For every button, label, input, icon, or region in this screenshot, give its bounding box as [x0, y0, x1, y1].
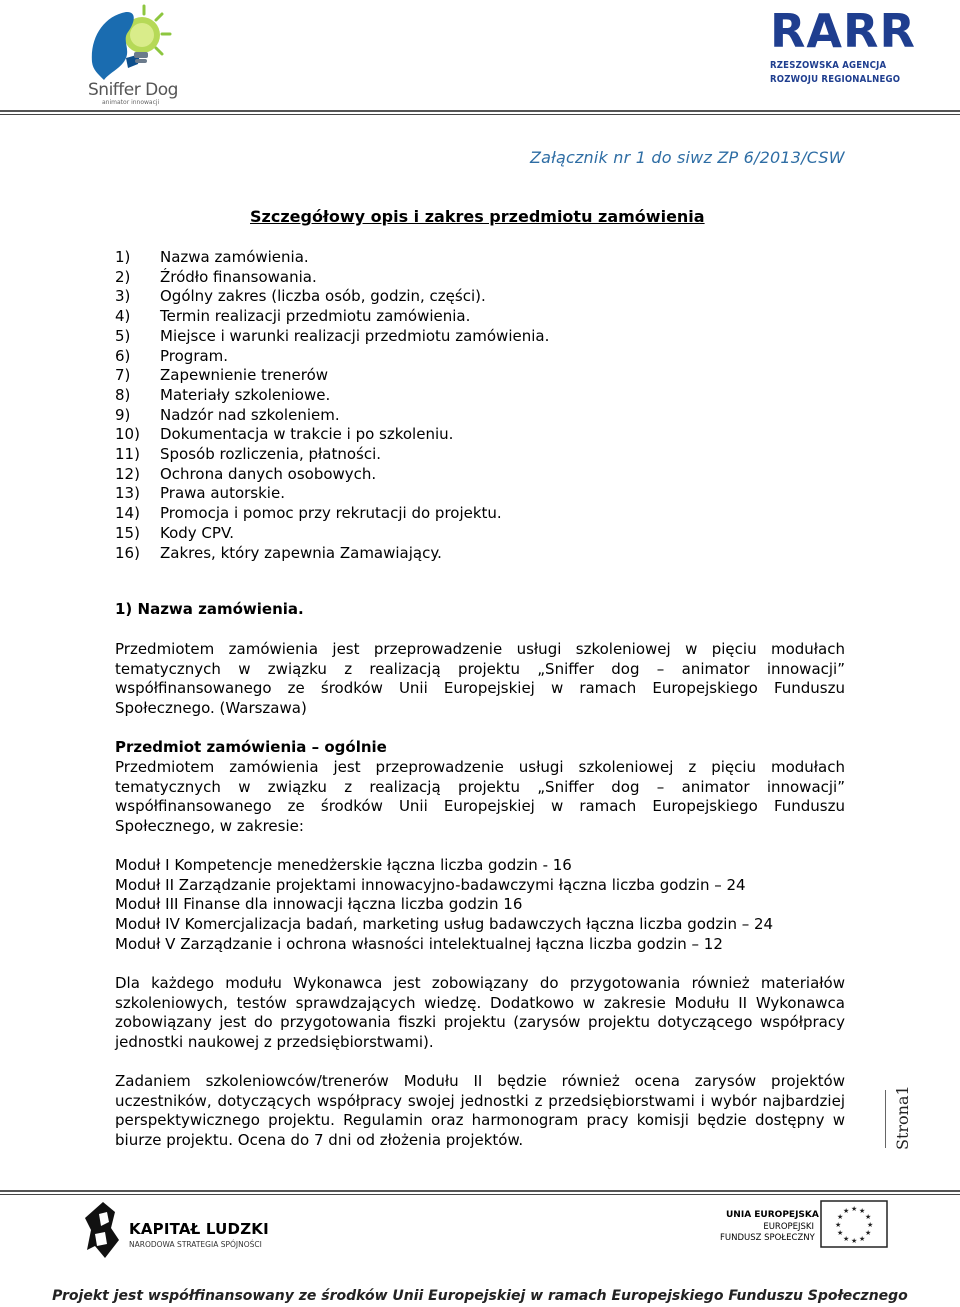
paragraph-4: Zadaniem szkoleniowców/trenerów Modułu II będzie również ocena zarysów projektów uczestników, dotyczących współpracy swojej jednostki z przedsiębiorstwami i wybór najbardziej perspektywicznego projektu. Regulamin oraz harmonogram pracy komisji będzie dostępny w biurze projektu. Ocena do 7 dni od złożenia projektów.	[115, 1072, 845, 1150]
page-number: Strona1	[893, 1085, 912, 1150]
svg-text:★: ★	[843, 1207, 850, 1215]
page-number-rule	[885, 1090, 886, 1148]
module-item: Moduł II Zarządzanie projektami innowacyjno-badawczymi łączna liczba godzin – 24	[115, 875, 746, 894]
toc-item: 13) Prawa autorskie.	[115, 484, 285, 503]
toc-item: 4) Termin realizacji przedmiotu zamówienia.	[115, 307, 471, 326]
svg-text:★: ★	[859, 1235, 866, 1243]
kapital-ludzki-logo	[85, 1200, 269, 1262]
toc-item: 7) Zapewnienie trenerów	[115, 366, 329, 385]
eu-logo-line3: FUNDUSZ SPOŁECZNY	[720, 1233, 815, 1243]
eu-flag-icon	[820, 1200, 888, 1248]
kapital-ludzki-emblem-icon	[85, 1200, 121, 1260]
svg-text:★: ★	[865, 1229, 872, 1237]
toc-item: 5) Miejsce i warunki realizacji przedmiotu zamówienia.	[115, 326, 550, 345]
toc-item: 16) Zakres, który zapewnia Zamawiający.	[115, 543, 442, 562]
header-rule	[0, 110, 960, 112]
module-item: Moduł III Finanse dla innowacji łączna liczba godzin 16	[115, 895, 523, 914]
kapital-ludzki-tagline: NARODOWA STRATEGIA SPÓJNOŚCI	[129, 1240, 262, 1249]
rarr-logo-line2: ROZWOJU REGIONALNEGO	[770, 74, 901, 85]
toc-item: 10) Dokumentacja w trakcie i po szkoleniu.	[115, 425, 454, 444]
sniffer-dog-logo-text: Sniffer Dog	[88, 80, 178, 100]
table-of-contents	[115, 248, 549, 563]
toc-item: 3) Ogólny zakres (liczba osób, godzin, części).	[115, 287, 486, 306]
module-item: Moduł V Zarządzanie i ochrona własności intelektualnej łączna liczba godzin – 12	[115, 934, 723, 953]
sniffer-dog-logo-tagline: animator innowacji	[102, 99, 160, 106]
svg-text:★: ★	[865, 1213, 872, 1221]
footer-cofinancing-text: Projekt jest współfinansowany ze środków Unii Europejskiej w ramach Europejskiego Funduszu Społecznego	[52, 1288, 908, 1304]
rarr-logo-text: RARR	[770, 4, 916, 58]
toc-item: 2) Źródło finansowania.	[115, 267, 317, 286]
eu-logo-line1: UNIA EUROPEJSKA	[726, 1210, 819, 1220]
rarr-logo	[768, 4, 916, 88]
eu-social-fund-logo	[720, 1200, 890, 1250]
toc-item: 14) Promocja i pomoc przy rekrutacji do projektu.	[115, 504, 502, 523]
sniffer-dog-logo	[82, 2, 182, 107]
kapital-ludzki-title: KAPITAŁ LUDZKI	[129, 1220, 269, 1238]
svg-text:★: ★	[851, 1237, 858, 1245]
svg-text:★: ★	[851, 1205, 858, 1213]
subheading-general: Przedmiot zamówienia – ogólnie	[115, 738, 387, 756]
module-list	[115, 856, 845, 955]
toc-item: 9) Nadzór nad szkoleniem.	[115, 405, 340, 424]
rarr-logo-line1: RZESZOWSKA AGENCJA	[770, 60, 887, 71]
svg-text:★: ★	[837, 1229, 844, 1237]
paragraph-2: Przedmiotem zamówienia jest przeprowadzenie usługi szkoleniowej z pięciu modułach tematycznych w związku z realizacją projektu „Sniffer dog – animator innowacji” współfinansowanego ze środków Unii Europejskiej w ramach Europejskiego Funduszu Społecznego, w zakresie:	[115, 758, 845, 836]
section-heading: 1) Nazwa zamówienia.	[115, 600, 304, 618]
footer-rule-thin	[0, 1194, 960, 1195]
toc-item: 11) Sposób rozliczenia, płatności.	[115, 445, 382, 464]
paragraph-3: Dla każdego modułu Wykonawca jest zobowiązany do przygotowania również materiałów szkoleniowych, testów sprawdzających wiedzę. Dodatkowo w zakresie Modułu II Wykonawca zobowiązany jest do przygotowania fiszki projektu (zarysów projektu dotyczącego współpracy jednostki naukowej z przedsiębiorstwami).	[115, 974, 845, 1052]
footer-rule	[0, 1190, 960, 1192]
toc-item: 15) Kody CPV.	[115, 523, 235, 542]
document-title: Szczegółowy opis i zakres przedmiotu zamówienia	[250, 207, 705, 226]
module-item: Moduł IV Komercjalizacja badań, marketing usług badawczych łączna liczba godzin – 24	[115, 915, 774, 934]
svg-text:★: ★	[859, 1207, 866, 1215]
toc-item: 12) Ochrona danych osobowych.	[115, 464, 377, 483]
toc-item: 6) Program.	[115, 346, 229, 365]
module-item: Moduł I Kompetencje menedżerskie łączna liczba godzin - 16	[115, 856, 572, 874]
toc-item: 1) Nazwa zamówienia.	[115, 248, 309, 266]
annex-label: Załącznik nr 1 do siwz ZP 6/2013/CSW	[530, 148, 845, 167]
svg-text:★: ★	[837, 1213, 844, 1221]
paragraph-1: Przedmiotem zamówienia jest przeprowadzenie usługi szkoleniowej w pięciu modułach tematycznych w związku z realizacją projektu „Sniffer dog – animator innowacji” współfinansowanego ze środków Unii Europejskiej w ramach Europejskiego Funduszu Społecznego. (Warszawa)	[115, 640, 845, 718]
toc-item: 8) Materiały szkoleniowe.	[115, 385, 331, 404]
svg-text:★: ★	[867, 1221, 874, 1229]
svg-text:★: ★	[843, 1235, 850, 1243]
eu-logo-line2: EUROPEJSKI	[763, 1222, 814, 1232]
header-rule-thin	[0, 114, 960, 115]
svg-text:★: ★	[835, 1221, 842, 1229]
